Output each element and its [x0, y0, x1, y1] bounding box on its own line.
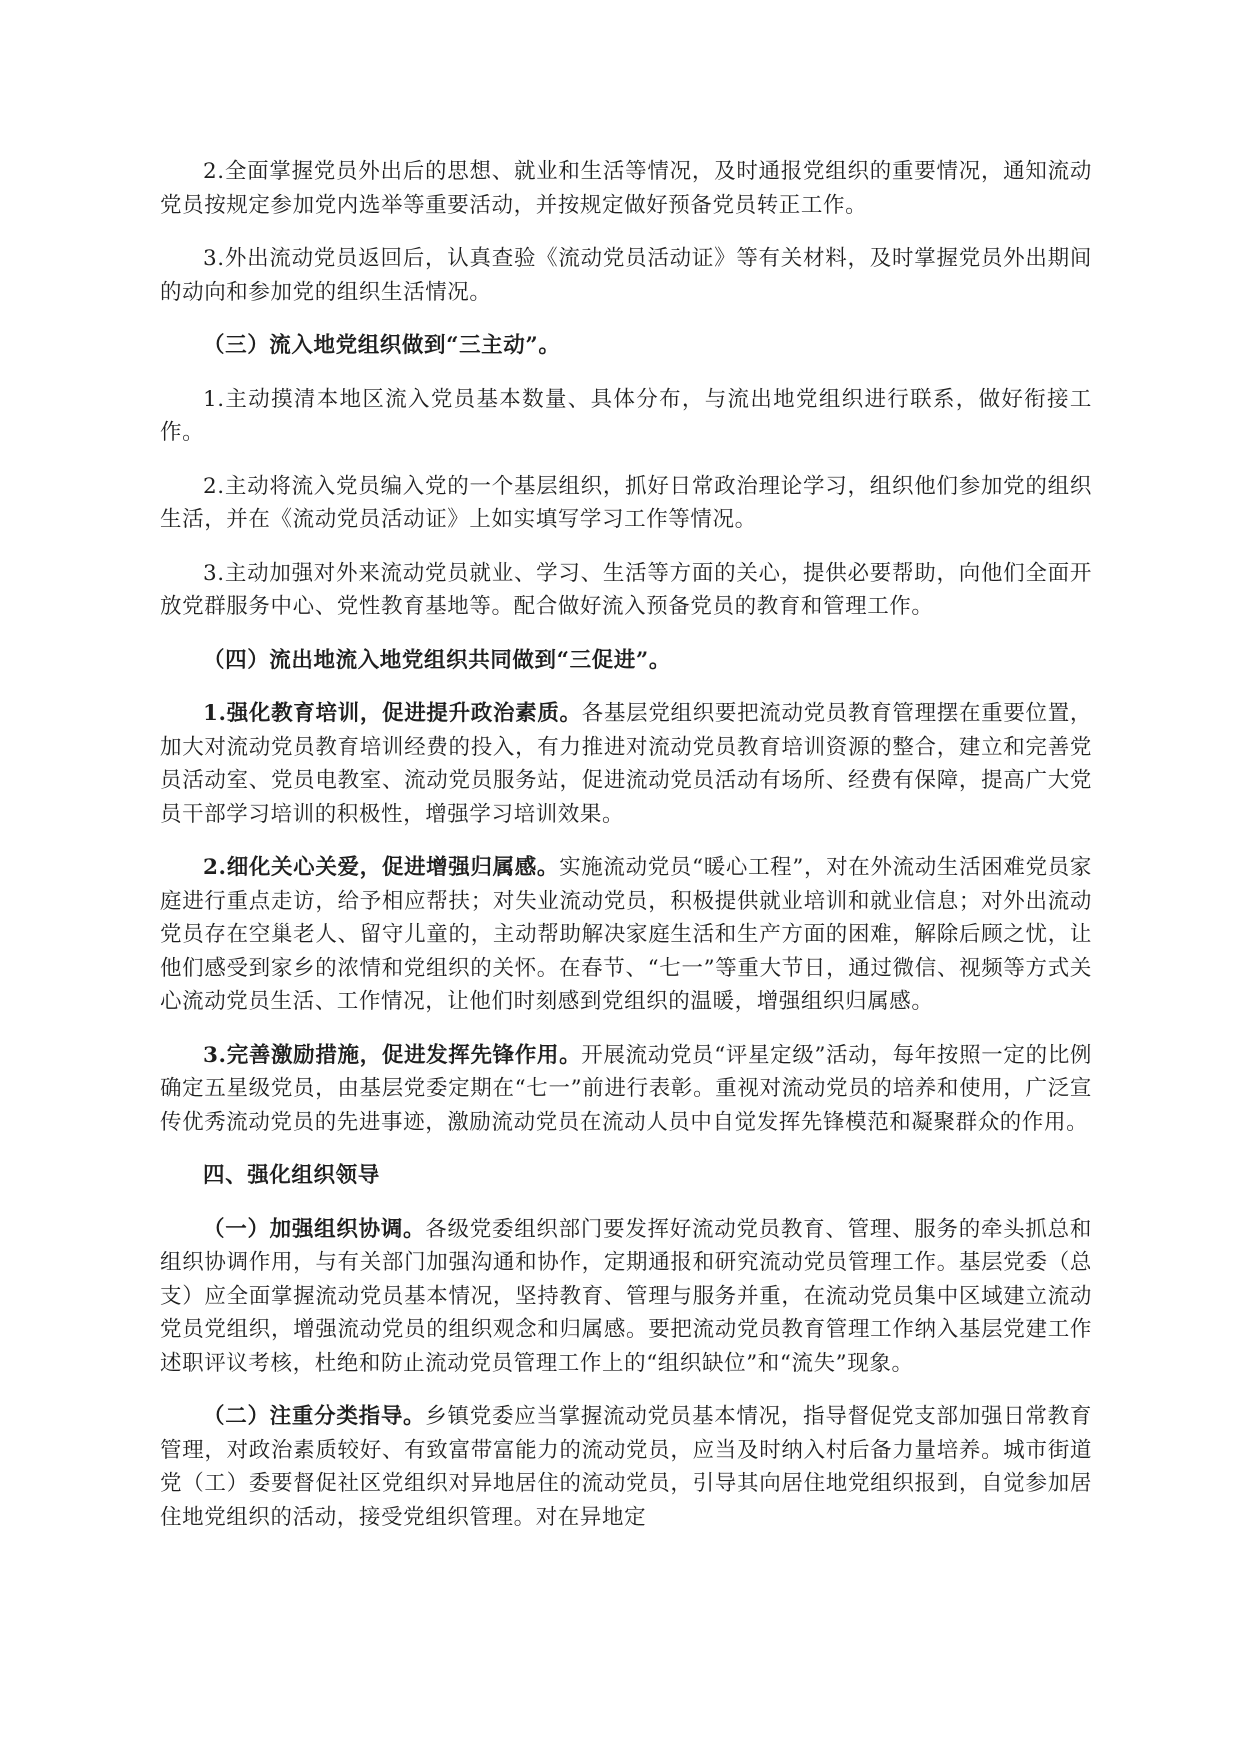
paragraph-1-education-training: 1.强化教育培训，促进提升政治素质。各基层党组织要把流动党员教育管理摆在重要位置，加大对流动党员教育培训经费的投入，有力推进对流动党员教育培训资源的整合，建立和完善党员活动室、党员电教室、流动党员服务站，促进流动党员活动有场所、经费有保障，提高广大党员干部学习培训的积极性，增强学习培训效果。 — [160, 701, 1092, 827]
paragraph-organization-coordination: （一）加强组织协调。各级党委组织部门要发挥好流动党员教育、管理、服务的牵头抓总和组织协调作用，与有关部门加强沟通和协作，定期通报和研究流动党员管理工作。基层党委（总支）应全面掌握流动党员基本情况，坚持教育、管理与服务并重，在流动党员集中区域建立流动党员党组织，增强流动党员的组织观念和归属感。要把流动党员教育管理工作纳入基层党建工作述职评议考核，杜绝和防止流动党员管理工作上的“组织缺位”和“流失”现象。 — [160, 1216, 1092, 1376]
paragraph-classified-guidance: （二）注重分类指导。乡镇党委应当掌握流动党员基本情况，指导督促党支部加强日常教育管理，对政治素质较好、有致富带富能力的流动党员，应当及时纳入村后备力量培养。城市街道党（工）委要督促社区党组织对异地居住的流动党员，引导其向居住地党组织报到，自觉参加居住地党组织的活动，接受党组织管理。对在异地定 — [160, 1404, 1092, 1530]
paragraph-1-inflow-count: 1.主动摸清本地区流入党员基本数量、具体分布，与流出地党组织进行联系，做好衔接工作。 — [160, 386, 1092, 445]
paragraph-3-inflow-care: 3.主动加强对外来流动党员就业、学习、生活等方面的关心，提供必要帮助，向他们全面开放党群服务中心、党性教育基地等。配合做好流入预备党员的教育和管理工作。 — [160, 560, 1092, 619]
section-heading-inflow-three-initiatives: （三）流入地党组织做到“三主动”。 — [203, 333, 561, 358]
paragraph-3-incentives: 3.完善激励措施，促进发挥先锋作用。开展流动党员“评星定级”活动，每年按照一定的比例确定五星级党员，由基层党委定期在“七一”前进行表彰。重视对流动党员的培养和使用，广泛宣传优秀流动党员的先进事迹，激励流动党员在流动人员中自觉发挥先锋模范和凝聚群众的作用。 — [160, 1042, 1092, 1135]
paragraph-2-outflow-tracking: 2.全面掌握党员外出后的思想、就业和生活等情况，及时通报党组织的重要情况，通知流动党员按规定参加党内选举等重要活动，并按规定做好预备党员转正工作。 — [160, 159, 1092, 218]
paragraph-3-return-verification: 3.外出流动党员返回后，认真查验《流动党员活动证》等有关材料，及时掌握党员外出期间的动向和参加党的组织生活情况。 — [160, 246, 1092, 305]
paragraph-2-care-belonging: 2.细化关心关爱，促进增强归属感。实施流动党员“暖心工程”，对在外流动生活困难党员家庭进行重点走访，给予相应帮扶；对失业流动党员，积极提供就业培训和就业信息；对外出流动党员存在空巢老人、留守儿童的，主动帮助解决家庭生活和生产方面的困难，解除后顾之忧，让他们感受到家乡的浓情和党组织的关怀。在春节、“七一”等重大节日，通过微信、视频等方式关心流动党员生活、工作情况，让他们时刻感到党组织的温暖，增强组织归属感。 — [160, 855, 1092, 1014]
paragraph-2-inflow-assignment: 2.主动将流入党员编入党的一个基层组织，抓好日常政治理论学习，组织他们参加党的组织生活，并在《流动党员活动证》上如实填写学习工作等情况。 — [160, 473, 1092, 532]
section-heading-three-promotions: （四）流出地流入地党组织共同做到“三促进”。 — [203, 647, 671, 673]
section-heading-leadership: 四、强化组织领导 — [203, 1163, 380, 1188]
